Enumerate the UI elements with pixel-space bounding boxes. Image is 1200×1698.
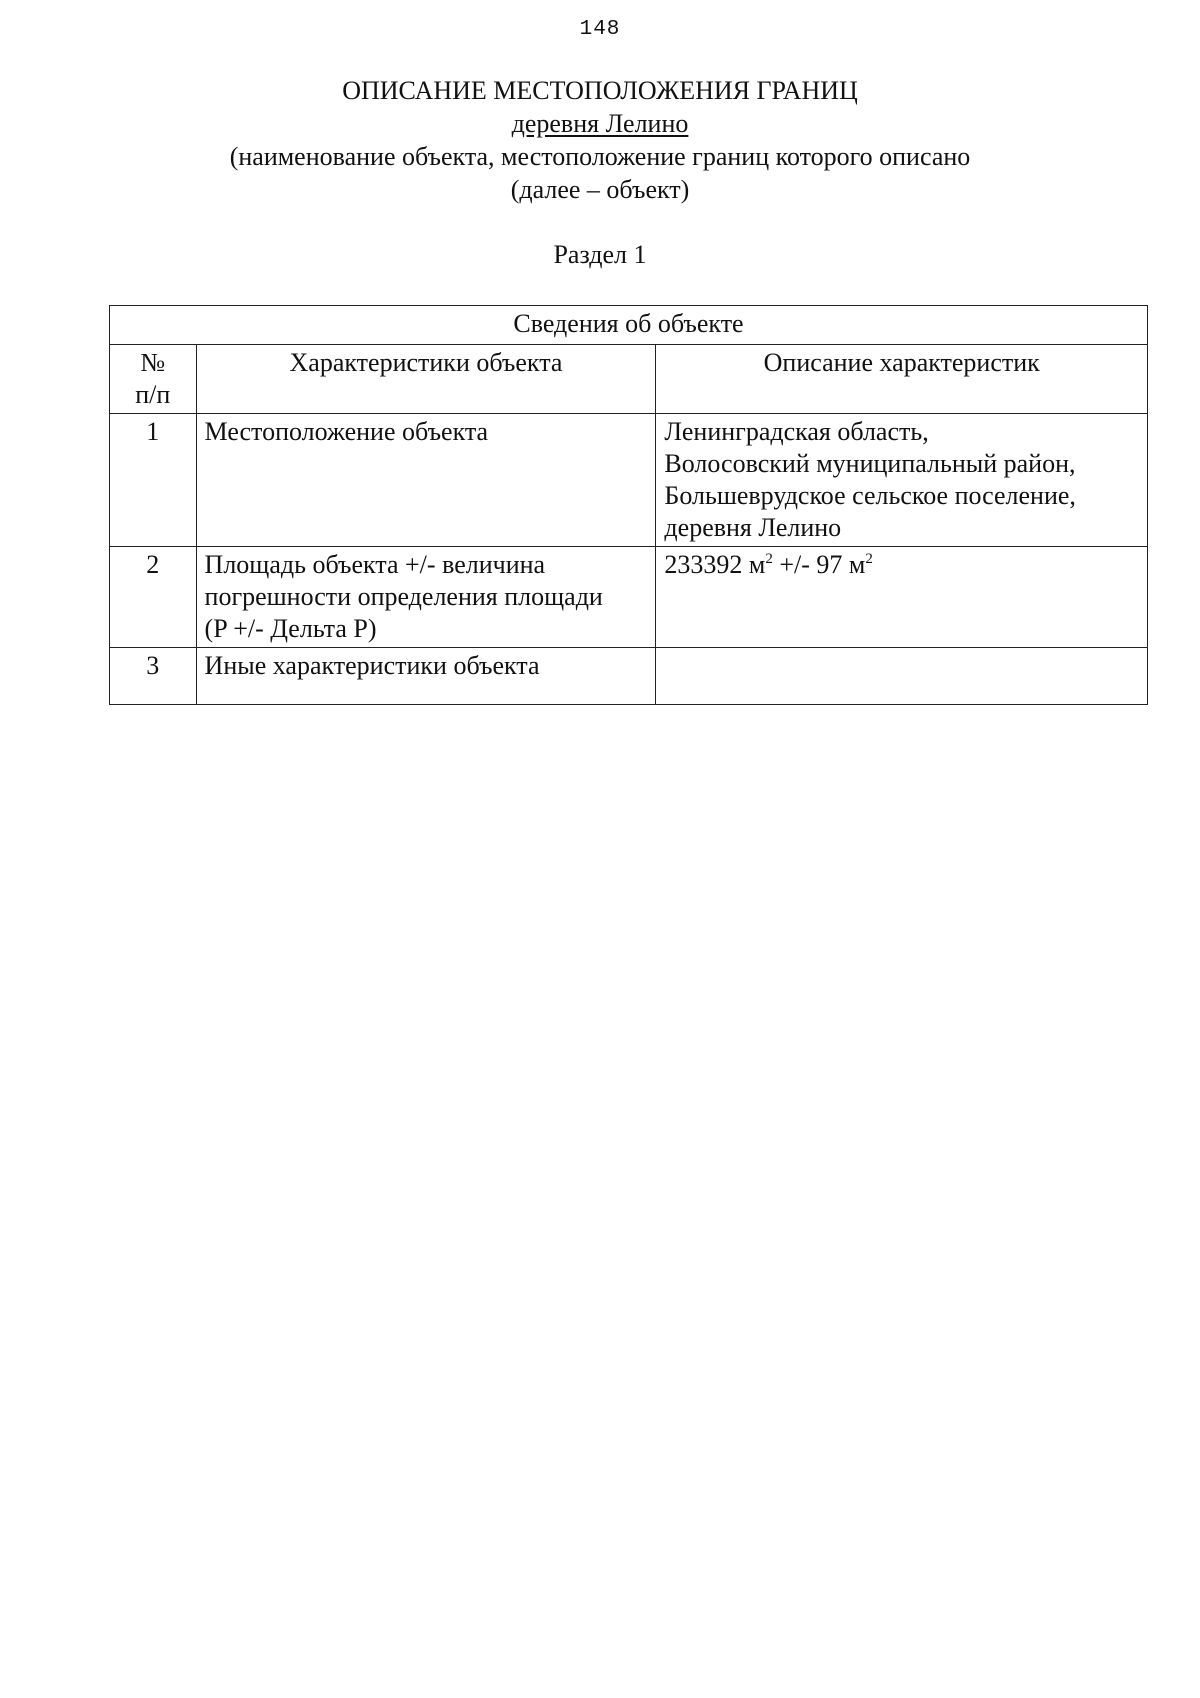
area-exponent: 2 (765, 551, 773, 567)
description-line: Волосовский муниципальный район, (664, 449, 1076, 478)
description-line: деревня Лелино (664, 513, 842, 542)
characteristic-line: Площадь объекта +/- величина (204, 550, 546, 579)
row-description (656, 648, 1148, 705)
object-name: деревня Лелино (511, 109, 689, 138)
area-tolerance-exponent: 2 (865, 551, 873, 567)
row-number: 1 (110, 414, 197, 547)
row-number: 2 (110, 547, 197, 648)
characteristic-line: (P +/- Дельта P) (204, 614, 377, 643)
document-title: ОПИСАНИЕ МЕСТОПОЛОЖЕНИЯ ГРАНИЦ (342, 76, 858, 105)
table-caption: Сведения об объекте (110, 306, 1148, 345)
table-row (110, 547, 1148, 648)
table-header-row (110, 345, 1148, 414)
row-characteristic: Местоположение объекта (196, 414, 656, 547)
area-tolerance: +/- 97 м (772, 550, 866, 579)
header-characteristics: Характеристики объекта (196, 345, 656, 414)
row-description (656, 414, 1148, 547)
row-characteristic (196, 547, 656, 648)
row-characteristic: Иные характеристики объекта (196, 648, 656, 705)
row-description-area (656, 547, 1148, 648)
row-number: 3 (110, 648, 197, 705)
area-value: 233392 м (664, 550, 766, 579)
section-title: Раздел 1 (553, 240, 647, 269)
page-number: 148 (579, 18, 621, 41)
description-line: Ленинградская область, (664, 417, 929, 446)
object-note-line-2: (далее – объект) (510, 175, 690, 204)
header-num (110, 345, 197, 414)
header-num-line-2: п/п (135, 380, 171, 409)
object-note-line-1: (наименование объекта, местоположение границ которого описано (229, 142, 971, 171)
description-line: Большеврудское сельское поселение, (664, 481, 1076, 510)
header-description: Описание характеристик (656, 345, 1148, 414)
document-header (0, 74, 1200, 206)
table-row (110, 414, 1148, 547)
table-caption-row (110, 306, 1148, 345)
table-row (110, 648, 1148, 705)
characteristic-line: погрешности определения площади (204, 582, 603, 611)
object-info-table (109, 305, 1148, 705)
header-num-line-1: № (140, 348, 166, 377)
